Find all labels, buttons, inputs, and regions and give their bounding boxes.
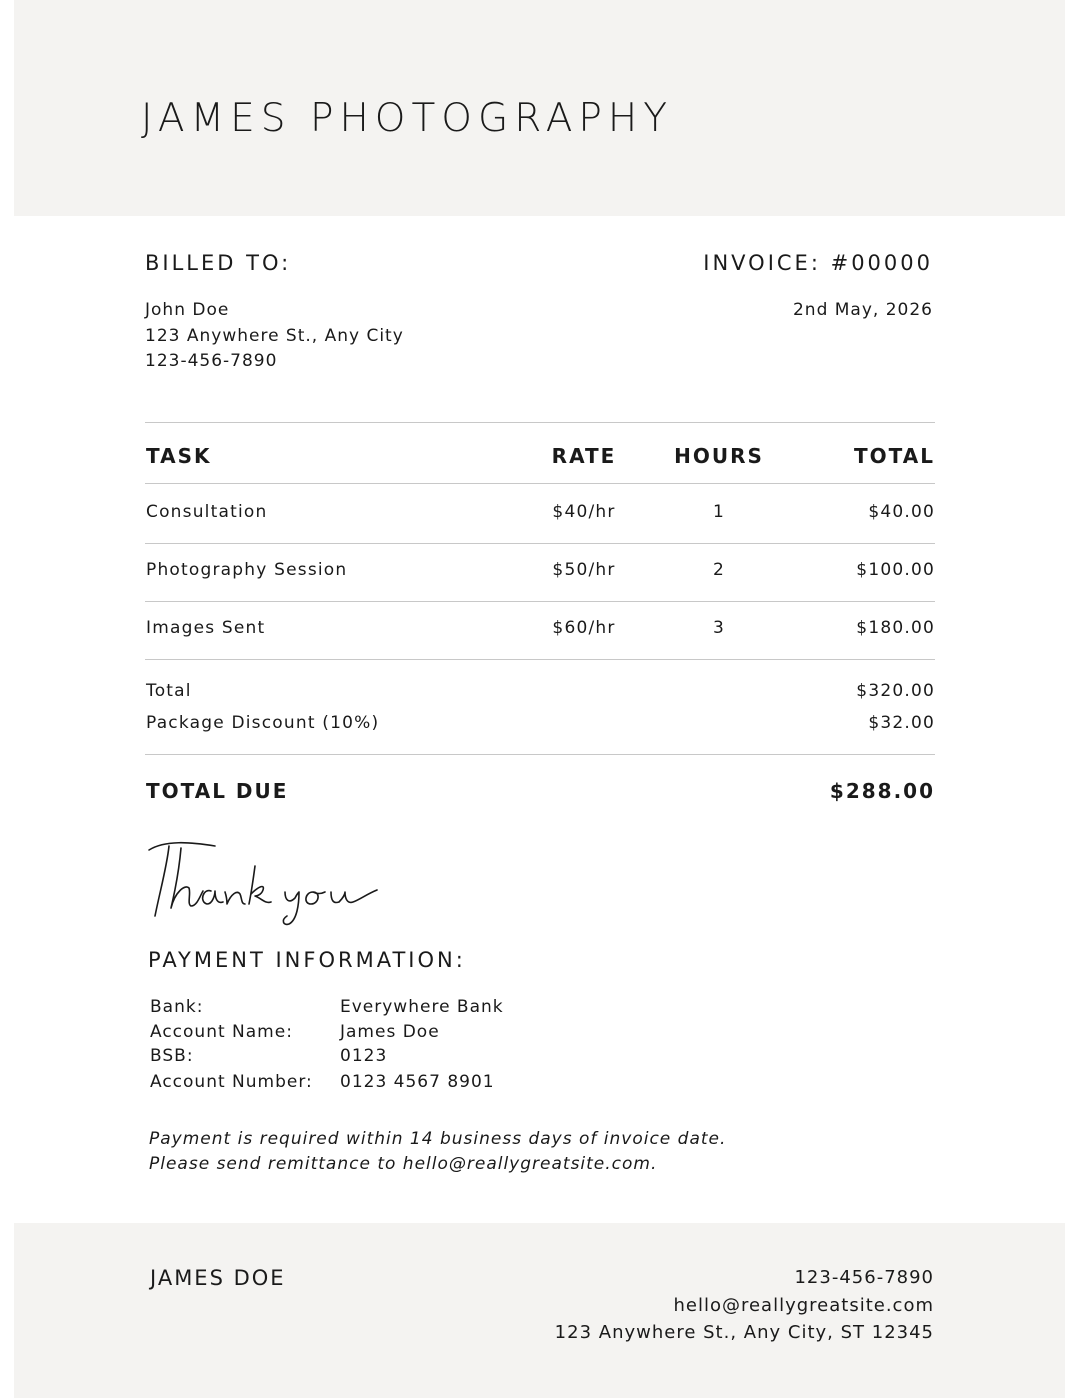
discount-value: $32.00 xyxy=(868,713,935,733)
row-1-total: $40.00 xyxy=(868,502,935,522)
brand-title: JAMES PHOTOGRAPHY xyxy=(141,96,674,141)
row-divider xyxy=(145,659,935,660)
row-3-total: $180.00 xyxy=(856,618,935,638)
row-1-hours: 1 xyxy=(712,502,726,522)
row-divider xyxy=(145,543,935,544)
invoice-date: 2nd May, 2026 xyxy=(792,300,933,320)
invoice-number: #00000 xyxy=(830,251,933,275)
invoice-label: INVOICE: xyxy=(703,251,821,275)
footer-phone: 123-456-7890 xyxy=(794,1267,934,1288)
payment-bsb-label: BSB: xyxy=(150,1046,194,1066)
payment-bank-value: Everywhere Bank xyxy=(340,997,504,1017)
column-header-rate: RATE xyxy=(551,444,617,468)
thank-you-signature xyxy=(145,836,385,926)
row-1-rate: $40/hr xyxy=(552,502,616,522)
payment-account-name-label: Account Name: xyxy=(150,1022,293,1042)
footer-name: JAMES DOE xyxy=(150,1266,286,1290)
column-header-total: TOTAL xyxy=(854,444,935,468)
payment-terms-note: Payment is required within 14 business days of invoice date. xyxy=(149,1129,727,1149)
row-3-hours: 3 xyxy=(712,618,726,638)
client-name: John Doe xyxy=(145,300,230,320)
row-3-task: Images Sent xyxy=(146,618,266,638)
row-1-task: Consultation xyxy=(146,502,268,522)
row-3-rate: $60/hr xyxy=(552,618,616,638)
row-2-hours: 2 xyxy=(712,560,726,580)
row-divider xyxy=(145,601,935,602)
payment-bank-label: Bank: xyxy=(150,997,204,1017)
payment-account-number-label: Account Number: xyxy=(150,1072,313,1092)
row-2-rate: $50/hr xyxy=(552,560,616,580)
remittance-note: Please send remittance to hello@reallygreatsite.com. xyxy=(149,1154,658,1174)
subtotal-label: Total xyxy=(146,681,192,701)
column-header-task: TASK xyxy=(146,444,212,468)
client-address: 123 Anywhere St., Any City xyxy=(145,326,404,346)
footer-email: hello@reallygreatsite.com xyxy=(673,1295,934,1316)
table-header-divider xyxy=(145,483,935,484)
total-due-value: $288.00 xyxy=(829,779,935,803)
column-header-hours: HOURS xyxy=(674,444,764,468)
summary-divider xyxy=(145,754,935,755)
invoice-page xyxy=(14,0,1065,1398)
invoice-number-heading xyxy=(703,251,933,275)
discount-label: Package Discount (10%) xyxy=(146,713,380,733)
table-top-divider xyxy=(145,422,935,423)
payment-account-number-value: 0123 4567 8901 xyxy=(340,1072,495,1092)
subtotal-value: $320.00 xyxy=(856,681,935,701)
row-2-total: $100.00 xyxy=(856,560,935,580)
payment-info-heading: PAYMENT INFORMATION: xyxy=(148,948,466,972)
footer-address: 123 Anywhere St., Any City, ST 12345 xyxy=(554,1322,934,1343)
payment-account-name-value: James Doe xyxy=(340,1022,440,1042)
payment-bsb-value: 0123 xyxy=(340,1046,388,1066)
billed-to-heading: BILLED TO: xyxy=(145,251,292,275)
client-phone: 123-456-7890 xyxy=(145,351,278,371)
total-due-label: TOTAL DUE xyxy=(146,779,289,803)
row-2-task: Photography Session xyxy=(146,560,348,580)
